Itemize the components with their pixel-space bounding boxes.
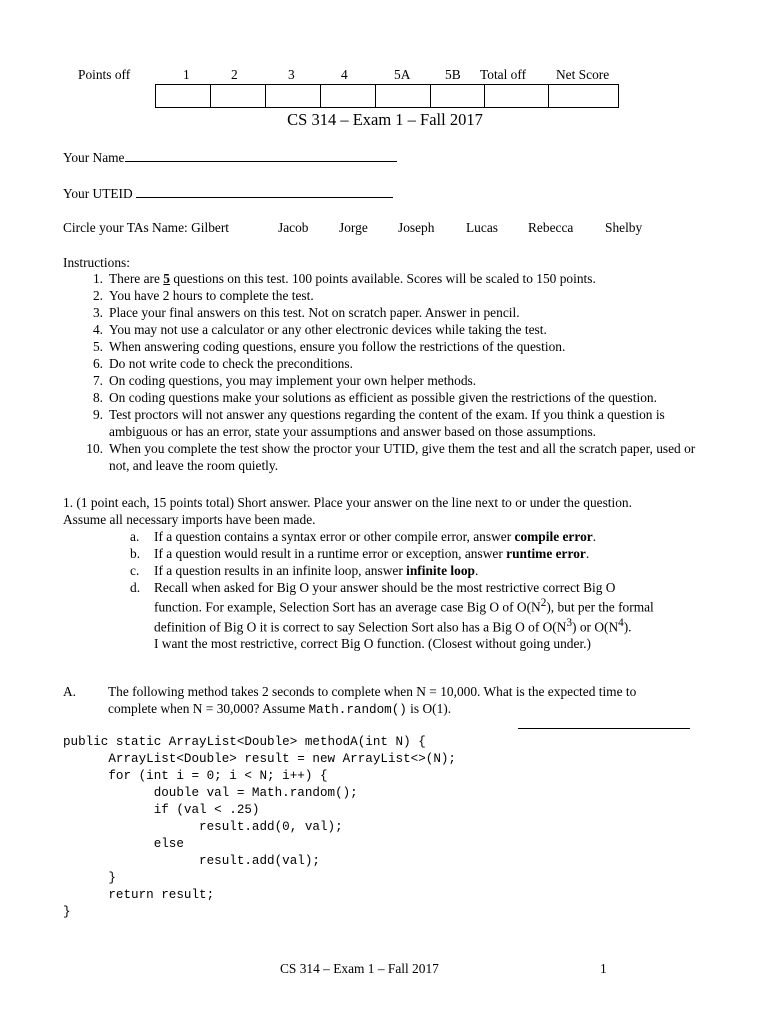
ta-option[interactable]: Rebecca (528, 220, 574, 235)
score-col-net-score: Net Score (556, 67, 610, 82)
score-table (155, 84, 619, 108)
score-col-5a: 5A (394, 67, 411, 82)
instruction-item: 10. When you complete the test show the proctor your UTID, give them the test and all the scratch paper, used or not, and leave the room quietly. (86, 441, 696, 474)
score-cell (549, 85, 618, 107)
score-col-3: 3 (288, 67, 295, 82)
instruction-item: 7. On coding questions, you may implement your own helper methods. (92, 373, 477, 389)
score-cell (211, 85, 266, 107)
instruction-item: 3. Place your final answers on this test. Not on scratch paper. Answer in pencil. (92, 305, 520, 321)
part-a-code: public static ArrayList<Double> methodA(int N) { ArrayList<Double> result = new ArrayList<>(N); for (int i = 0; i < N; i++) { double val = Math.random(); if (val < .25) result.add(0, val); else result.add(val); } return result; } (63, 735, 456, 919)
ta-option[interactable]: Shelby (605, 220, 643, 235)
instruction-item: 9. Test proctors will not answer any questions regarding the content of the exam. If you think a question is ambiguous or has an error, state your assumptions and answer based on those assumptions. (92, 407, 665, 440)
part-a-line1: The following method takes 2 seconds to complete when N = 10,000. What is the expected time to (108, 684, 637, 699)
score-col-2: 2 (231, 67, 238, 82)
instruction-item: 5. When answering coding questions, ensure you follow the restrictions of the question. (92, 339, 566, 355)
score-col-1: 1 (183, 67, 190, 82)
score-cell (376, 85, 431, 107)
ta-prompt: Circle your TAs Name: Gilbert (63, 220, 230, 235)
uteid-blank[interactable] (136, 184, 393, 198)
score-cell (485, 85, 549, 107)
part-a-label: A. (63, 684, 77, 699)
question1-rules (130, 528, 700, 652)
instructions-heading: Instructions: (63, 255, 130, 270)
instructions-list (63, 270, 713, 474)
exam-title: CS 314 – Exam 1 – Fall 2017 (287, 110, 483, 129)
name-row (63, 148, 397, 166)
score-cell (156, 85, 211, 107)
uteid-label: Your UTEID (63, 186, 133, 201)
name-blank[interactable] (125, 148, 397, 162)
page-number: 1 (600, 961, 607, 976)
rule-item: d. Recall when asked for Big O your answer should be the most restrictive correct Big O function. For example, Selection Sort has an average case Big O of $O(N^2)$, but per the formal definition of Big O it is correct to say Selection Sort also has a Big O of $O(N^3)$ or $O(N^4)$. I want the most restrictive, correct Big O function. (Closest without going under.) (130, 580, 654, 652)
score-col-total-off: Total off (480, 67, 527, 82)
rule-item: b. If a question would result in a runtime error or exception, answer runtime error. (130, 546, 590, 562)
score-cell (321, 85, 376, 107)
part-a-line2: complete when N = 30,000? Assume Math.random() is O(1). (108, 701, 452, 717)
points-off-label: Points off (78, 67, 131, 82)
ta-option[interactable]: Jacob (278, 220, 309, 235)
part-a-answer-line[interactable] (518, 728, 690, 729)
rule-item: a. If a question contains a syntax error or other compile error, answer compile error. (130, 529, 597, 544)
score-col-4: 4 (341, 67, 348, 82)
uteid-row (63, 184, 393, 202)
instruction-item: 4. You may not use a calculator or any other electronic devices while taking the test. (92, 322, 547, 338)
rule-item: c. If a question results in an infinite loop, answer infinite loop. (130, 563, 479, 579)
footer-title: CS 314 – Exam 1 – Fall 2017 (280, 961, 439, 976)
ta-option[interactable]: Joseph (398, 220, 435, 235)
instruction-item: 1. There are 5 questions on this test. 100 points available. Scores will be scaled to 150 points. (92, 271, 596, 286)
name-label: Your Name (63, 150, 125, 165)
instruction-item: 2. You have 2 hours to complete the test. (92, 288, 314, 304)
score-cell (266, 85, 321, 107)
score-col-5b: 5B (445, 67, 461, 82)
ta-option[interactable]: Jorge (339, 220, 368, 235)
instruction-item: 8. On coding questions make your solutions as efficient as possible given the restrictions of the question. (92, 390, 657, 406)
ta-option[interactable]: Lucas (466, 220, 498, 235)
question1-intro2: Assume all necessary imports have been made. (63, 512, 316, 527)
question1-intro: 1. (1 point each, 15 points total) Short answer. Place your answer on the line next to or under the question. (63, 495, 632, 510)
score-cell (431, 85, 485, 107)
instruction-item: 6. Do not write code to check the preconditions. (92, 356, 353, 372)
